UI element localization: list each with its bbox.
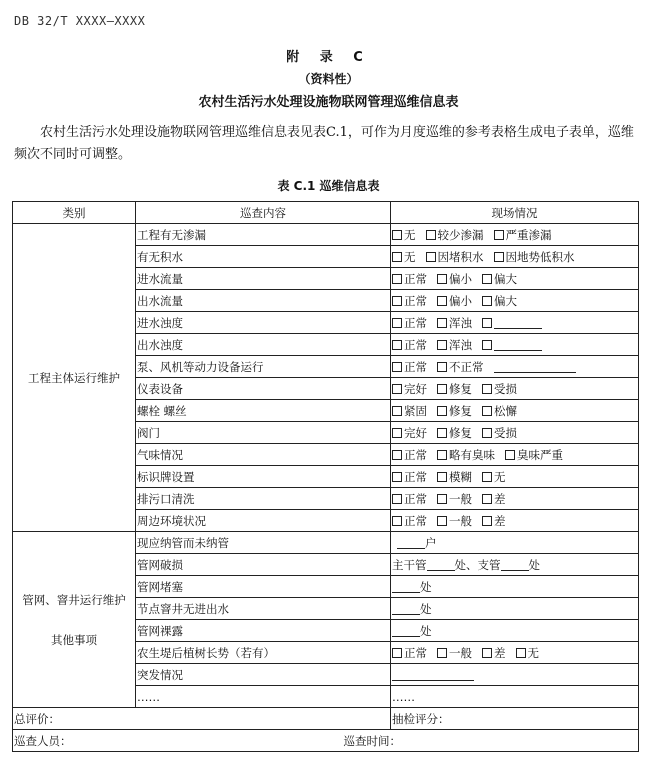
option[interactable] — [392, 360, 427, 374]
column-header: 类别 — [13, 202, 136, 224]
field-situation[interactable] — [391, 488, 639, 510]
appendix-nature: （资料性） — [298, 72, 359, 86]
inspection-item: 气味情况 — [136, 444, 391, 466]
option[interactable] — [516, 646, 540, 660]
option-label: 因地势低积水 — [505, 249, 575, 264]
checkbox-icon[interactable] — [392, 516, 402, 526]
table-row — [13, 532, 639, 554]
checkbox-icon[interactable] — [392, 362, 402, 372]
checkbox-icon[interactable] — [392, 384, 402, 394]
field-situation[interactable] — [391, 422, 639, 444]
inspection-item: 标识牌设置 — [136, 466, 391, 488]
option[interactable] — [392, 272, 427, 286]
checkbox-icon[interactable] — [482, 340, 492, 350]
option-label: 受损 — [494, 381, 517, 396]
inspection-item: 有无积水 — [136, 246, 391, 268]
checkbox-icon[interactable] — [437, 450, 447, 460]
option[interactable] — [392, 448, 427, 462]
checkbox-icon[interactable] — [437, 318, 447, 328]
unit-label: 户 — [425, 535, 437, 550]
table-title: 表 C.1 巡维信息表 — [277, 179, 380, 193]
option[interactable] — [426, 250, 484, 264]
option[interactable] — [482, 382, 517, 396]
blank-field[interactable] — [427, 558, 455, 571]
option[interactable] — [437, 382, 472, 396]
checkbox-icon[interactable] — [437, 274, 447, 284]
intro-paragraph: 农村生活污水处理设施物联网管理巡维信息表见表C.1，可作为月度巡维的参考表格生成电子表单，巡维频次不同时可调整。 — [14, 125, 634, 162]
option-label: 正常 — [404, 513, 427, 528]
option[interactable] — [392, 426, 427, 440]
field-situation[interactable] — [391, 268, 639, 290]
field-situation[interactable] — [391, 334, 639, 356]
ellipsis: …… — [392, 689, 415, 704]
option-label: 受损 — [494, 425, 517, 440]
header-row — [13, 202, 639, 224]
option[interactable] — [482, 470, 506, 484]
inspection-item: 泵、风机等动力设备运行 — [136, 356, 391, 378]
checkbox-icon[interactable] — [392, 450, 402, 460]
checkbox-icon[interactable] — [482, 516, 492, 526]
field-situation[interactable] — [391, 224, 639, 246]
inspection-table — [12, 201, 639, 752]
option[interactable] — [392, 228, 416, 242]
option[interactable] — [437, 448, 495, 462]
category-cell — [13, 224, 136, 532]
blank-field[interactable] — [392, 602, 420, 615]
field-situation[interactable] — [391, 664, 639, 686]
option-label: 差 — [494, 645, 506, 660]
option-label: 无 — [404, 249, 416, 264]
field-situation[interactable] — [391, 576, 639, 598]
option-label: 正常 — [404, 271, 427, 286]
blank-field[interactable] — [392, 624, 420, 637]
option-label: 无 — [527, 645, 539, 660]
option-label: 正常 — [404, 469, 427, 484]
checkbox-icon[interactable] — [516, 648, 526, 658]
checkbox-icon[interactable] — [392, 428, 402, 438]
inspection-item: 仪表设备 — [136, 378, 391, 400]
unit-label: 处 — [420, 579, 432, 594]
column-header: 现场情况 — [391, 202, 639, 224]
footer-pair — [14, 733, 637, 749]
field-situation[interactable] — [391, 466, 639, 488]
option-label: 完好 — [404, 381, 427, 396]
option[interactable] — [437, 338, 472, 352]
option-label: 修复 — [449, 381, 472, 396]
inspection-item: 管网堵塞 — [136, 576, 391, 598]
inspection-item: 现应纳管而未纳管 — [136, 532, 391, 554]
field-situation[interactable] — [391, 378, 639, 400]
checkbox-icon[interactable] — [437, 516, 447, 526]
option[interactable] — [482, 514, 506, 528]
blank-field[interactable] — [494, 316, 542, 329]
option-label: 无 — [404, 227, 416, 242]
checkbox-icon[interactable] — [482, 472, 492, 482]
option-label: 无 — [494, 469, 506, 484]
checkbox-icon[interactable] — [392, 296, 402, 306]
inspection-item: 阀门 — [136, 422, 391, 444]
inspection-item: 管网裸露 — [136, 620, 391, 642]
option-label: 偏小 — [449, 293, 472, 308]
field-situation[interactable] — [391, 444, 639, 466]
document-code: DB 32/T XXXX—XXXX — [14, 14, 146, 28]
option-label: 模糊 — [449, 469, 472, 484]
table-row — [13, 224, 639, 246]
unit-label: 处 — [528, 557, 540, 572]
checkbox-icon[interactable] — [437, 494, 447, 504]
blank-field[interactable] — [392, 668, 474, 681]
checkbox-icon[interactable] — [437, 428, 447, 438]
option-label: 浑浊 — [449, 315, 472, 330]
checkbox-icon[interactable] — [392, 252, 402, 262]
checkbox-icon[interactable] — [392, 274, 402, 284]
unit-label: 处 — [420, 623, 432, 638]
option-label: 差 — [494, 491, 506, 506]
field-situation[interactable] — [391, 510, 639, 532]
option[interactable] — [392, 382, 427, 396]
option-label: 修复 — [449, 403, 472, 418]
checkbox-icon[interactable] — [494, 230, 504, 240]
category-label-secondary: 其他事项 — [51, 632, 97, 647]
checkbox-icon[interactable] — [437, 472, 447, 482]
checkbox-icon[interactable] — [482, 648, 492, 658]
checkbox-icon[interactable] — [437, 340, 447, 350]
checkbox-icon[interactable] — [392, 340, 402, 350]
main-pipe-label: 主干管 — [392, 557, 427, 572]
option[interactable] — [482, 646, 506, 660]
checkbox-icon[interactable] — [505, 450, 515, 460]
footer-row-inspector — [13, 730, 639, 752]
checkbox-icon[interactable] — [392, 648, 402, 658]
option[interactable] — [482, 404, 517, 418]
inspection-item: 突发情况 — [136, 664, 391, 686]
option-label: 紧固 — [404, 403, 427, 418]
option[interactable] — [437, 272, 472, 286]
inspection-item: 工程有无渗漏 — [136, 224, 391, 246]
field-situation[interactable] — [391, 642, 639, 664]
option[interactable] — [482, 338, 542, 352]
option-label: 差 — [494, 513, 506, 528]
checkbox-icon[interactable] — [482, 384, 492, 394]
inspection-item: 进水流量 — [136, 268, 391, 290]
option[interactable] — [437, 646, 472, 660]
field-situation[interactable] — [391, 598, 639, 620]
option-label: 完好 — [404, 425, 427, 440]
blank-field[interactable] — [392, 580, 420, 593]
footer-row-evaluation — [13, 708, 639, 730]
checkbox-icon[interactable] — [437, 362, 447, 372]
inspection-item: 排污口清洗 — [136, 488, 391, 510]
field-situation[interactable] — [391, 554, 639, 576]
checkbox-icon[interactable] — [437, 296, 447, 306]
option-label: 臭味严重 — [517, 447, 563, 462]
option[interactable] — [392, 338, 427, 352]
field-situation[interactable] — [391, 290, 639, 312]
option[interactable] — [505, 448, 563, 462]
checkbox-icon[interactable] — [437, 384, 447, 394]
checkbox-icon[interactable] — [482, 274, 492, 284]
checkbox-icon[interactable] — [426, 230, 436, 240]
option[interactable] — [482, 294, 517, 308]
category-label: 工程主体运行维护 — [28, 370, 120, 385]
category-label: 管网、窨井运行维护 — [22, 592, 126, 607]
option[interactable] — [437, 404, 472, 418]
appendix-label: 附 录 C — [286, 50, 371, 65]
option[interactable] — [437, 360, 484, 374]
inspector-label: 巡查人员： — [14, 733, 72, 748]
option[interactable] — [392, 294, 427, 308]
checkbox-icon[interactable] — [392, 230, 402, 240]
checkbox-icon[interactable] — [482, 428, 492, 438]
overall-evaluation[interactable]: 总评价： — [13, 708, 391, 730]
category-cell — [13, 532, 136, 708]
field-situation[interactable] — [391, 400, 639, 422]
inspection-item: 出水流量 — [136, 290, 391, 312]
option-label: 一般 — [449, 645, 472, 660]
inspection-item: …… — [136, 686, 391, 708]
option-label: 因堵积水 — [437, 249, 484, 264]
option[interactable] — [392, 492, 427, 506]
option[interactable] — [494, 250, 575, 264]
option[interactable] — [392, 646, 427, 660]
checkbox-icon[interactable] — [437, 406, 447, 416]
option-label: 正常 — [404, 447, 427, 462]
inspector-time-cell[interactable] — [13, 730, 639, 752]
option-label: 正常 — [404, 293, 427, 308]
checkbox-icon[interactable] — [494, 252, 504, 262]
checkbox-icon[interactable] — [437, 648, 447, 658]
blank-field[interactable] — [494, 360, 576, 373]
option[interactable] — [437, 294, 472, 308]
inspection-item: 周边环境状况 — [136, 510, 391, 532]
option-label: 修复 — [449, 425, 472, 440]
option-label: 严重渗漏 — [505, 227, 552, 242]
spot-check-score[interactable]: 抽检评分： — [391, 708, 639, 730]
inspection-item: 管网破损 — [136, 554, 391, 576]
appendix-title: 农村生活污水处理设施物联网管理巡维信息表 — [198, 95, 459, 110]
inspection-item: 农生堤后植树长势（若有） — [136, 642, 391, 664]
field-situation[interactable] — [391, 620, 639, 642]
option[interactable] — [392, 316, 427, 330]
option-label: 偏大 — [494, 293, 517, 308]
field-situation[interactable] — [391, 532, 639, 554]
field-situation[interactable] — [391, 246, 639, 268]
option-label: 正常 — [404, 315, 427, 330]
inspection-item: 出水浊度 — [136, 334, 391, 356]
option-label: 不正常 — [449, 359, 484, 374]
option[interactable] — [437, 316, 472, 330]
checkbox-icon[interactable] — [392, 318, 402, 328]
option[interactable] — [437, 470, 472, 484]
unit-label: 处、支管 — [454, 557, 501, 572]
option[interactable] — [392, 470, 427, 484]
option[interactable] — [392, 404, 427, 418]
blank-field[interactable] — [397, 536, 425, 549]
option[interactable] — [482, 492, 506, 506]
option[interactable] — [482, 272, 517, 286]
field-situation[interactable] — [391, 686, 639, 708]
option-label: 偏大 — [494, 271, 517, 286]
option[interactable] — [437, 492, 472, 506]
option-label: 正常 — [404, 491, 427, 506]
option[interactable] — [494, 228, 552, 242]
blank-field[interactable] — [501, 558, 529, 571]
inspection-time-label: 巡查时间： — [343, 733, 401, 748]
inspection-item: 节点窨井无进出水 — [136, 598, 391, 620]
option-label: 较少渗漏 — [437, 227, 484, 242]
option-label: 一般 — [449, 513, 472, 528]
checkbox-icon[interactable] — [392, 494, 402, 504]
option[interactable] — [482, 316, 542, 330]
unit-label: 处 — [420, 601, 432, 616]
checkbox-icon[interactable] — [482, 318, 492, 328]
option-label: 一般 — [449, 491, 472, 506]
option-label: 正常 — [404, 337, 427, 352]
option-label: 松懈 — [494, 403, 517, 418]
checkbox-icon[interactable] — [482, 296, 492, 306]
option[interactable] — [426, 228, 484, 242]
column-header: 巡查内容 — [136, 202, 391, 224]
option-label: 浑浊 — [449, 337, 472, 352]
option-label: 正常 — [404, 359, 427, 374]
checkbox-icon[interactable] — [426, 252, 436, 262]
blank-field[interactable] — [494, 338, 542, 351]
checkbox-icon[interactable] — [392, 406, 402, 416]
option[interactable] — [482, 426, 517, 440]
option[interactable] — [437, 426, 472, 440]
inspection-item: 进水浊度 — [136, 312, 391, 334]
option-label: 略有臭味 — [449, 447, 495, 462]
checkbox-icon[interactable] — [482, 406, 492, 416]
option[interactable] — [392, 250, 416, 264]
checkbox-icon[interactable] — [482, 494, 492, 504]
option-label: 正常 — [404, 645, 427, 660]
field-situation[interactable] — [391, 312, 639, 334]
inspection-item: 螺栓 螺丝 — [136, 400, 391, 422]
field-situation[interactable] — [391, 356, 639, 378]
checkbox-icon[interactable] — [392, 472, 402, 482]
option-label: 偏小 — [449, 271, 472, 286]
option[interactable] — [392, 514, 427, 528]
option[interactable] — [437, 514, 472, 528]
